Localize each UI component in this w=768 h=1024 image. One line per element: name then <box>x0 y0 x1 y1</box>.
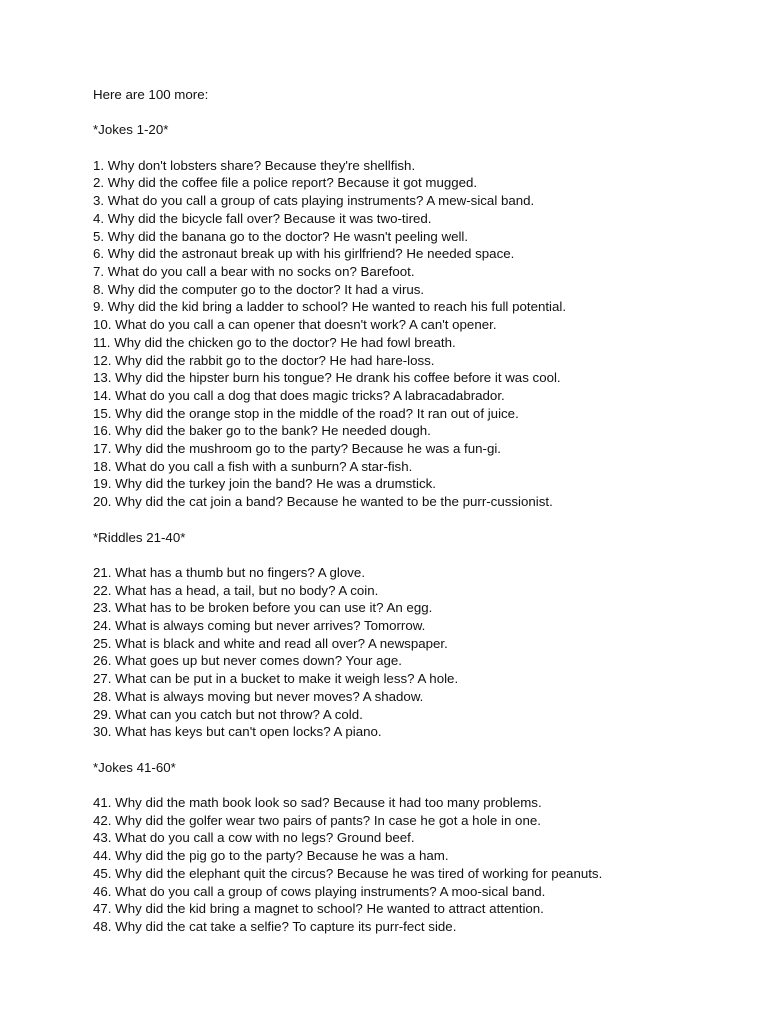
list-item: 14. What do you call a dog that does magic tricks? A labracadabrador. <box>93 387 505 403</box>
list-item: 12. Why did the rabbit go to the doctor? He had hare-loss. <box>93 352 435 368</box>
list-item: 20. Why did the cat join a band? Because he wanted to be the purr-cussionist. <box>93 494 553 510</box>
section-jokes-41-60 <box>93 759 753 936</box>
list-item: 5. Why did the banana go to the doctor? He wasn't peeling well. <box>93 228 469 244</box>
section-heading: *Jokes 1-20* <box>93 122 169 138</box>
list-item: 6. Why did the astronaut break up with his girlfriend? He needed space. <box>93 246 515 262</box>
spacer <box>93 511 753 529</box>
list-item: 4. Why did the bicycle fall over? Because it was two-tired. <box>93 210 432 226</box>
section-heading: *Jokes 41-60* <box>93 759 176 775</box>
section-heading: *Riddles 21-40* <box>93 529 186 545</box>
list-item: 7. What do you call a bear with no socks on? Barefoot. <box>93 264 415 279</box>
list-item: 1. Why don't lobsters share? Because they're shellfish. <box>93 157 416 173</box>
list-item: 18. What do you call a fish with a sunburn? A star-fish. <box>93 458 413 474</box>
list-item: 44. Why did the pig go to the party? Because he was a ham. <box>93 848 449 864</box>
spacer <box>93 104 753 122</box>
list-item: 29. What can you catch but not throw? A cold. <box>93 706 363 722</box>
spacer <box>93 139 753 157</box>
section-riddles-21-40 <box>93 529 753 741</box>
list-item: 13. Why did the hipster burn his tongue? He drank his coffee before it was cool. <box>93 370 561 386</box>
intro-text: Here are 100 more: <box>93 87 209 102</box>
list-item: 42. Why did the golfer wear two pairs of pants? In case he got a hole in one. <box>93 812 541 828</box>
spacer <box>93 776 753 794</box>
spacer <box>93 546 753 564</box>
list-item: 22. What has a head, a tail, but no body? A coin. <box>93 582 379 598</box>
list-item: 47. Why did the kid bring a magnet to school? He wanted to attract attention. <box>93 901 544 917</box>
document-page <box>93 86 753 936</box>
list-item: 19. Why did the turkey join the band? He was a drumstick. <box>93 476 436 492</box>
list-item: 24. What is always coming but never arrives? Tomorrow. <box>93 618 426 634</box>
list-item: 11. Why did the chicken go to the doctor? He had fowl breath. <box>93 334 456 350</box>
list-item: 28. What is always moving but never moves? A shadow. <box>93 688 424 704</box>
list-item: 23. What has to be broken before you can use it? An egg. <box>93 600 433 616</box>
list-item: 25. What is black and white and read all over? A newspaper. <box>93 635 448 651</box>
list-item: 16. Why did the baker go to the bank? He needed dough. <box>93 423 431 439</box>
list-item: 3. What do you call a group of cats playing instruments? A mew-sical band. <box>93 193 535 209</box>
list-item: 46. What do you call a group of cows playing instruments? A moo-sical band. <box>93 883 546 899</box>
list-item: 8. Why did the computer go to the doctor? It had a virus. <box>93 281 425 297</box>
list-item: 9. Why did the kid bring a ladder to school? He wanted to reach his full potential. <box>93 299 567 315</box>
spacer <box>93 741 753 759</box>
list-item: 2. Why did the coffee file a police report? Because it got mugged. <box>93 175 478 191</box>
list-item: 45. Why did the elephant quit the circus? Because he was tired of working for peanuts. <box>93 865 603 881</box>
list-item: 17. Why did the mushroom go to the party? Because he was a fun-gi. <box>93 441 501 457</box>
list-item: 21. What has a thumb but no fingers? A glove. <box>93 564 366 580</box>
list-item: 15. Why did the orange stop in the middle of the road? It ran out of juice. <box>93 405 519 421</box>
list-item: 30. What has keys but can't open locks? A piano. <box>93 724 382 740</box>
list-item: 41. Why did the math book look so sad? Because it had too many problems. <box>93 795 542 811</box>
list-item: 27. What can be put in a bucket to make it weigh less? A hole. <box>93 671 459 687</box>
list-item: 26. What goes up but never comes down? Your age. <box>93 653 402 669</box>
list-item: 10. What do you call a can opener that doesn't work? A can't opener. <box>93 317 497 333</box>
list-item: 43. What do you call a cow with no legs? Ground beef. <box>93 830 415 846</box>
section-jokes-1-20 <box>93 121 753 510</box>
list-item: 48. Why did the cat take a selfie? To capture its purr-fect side. <box>93 918 457 934</box>
